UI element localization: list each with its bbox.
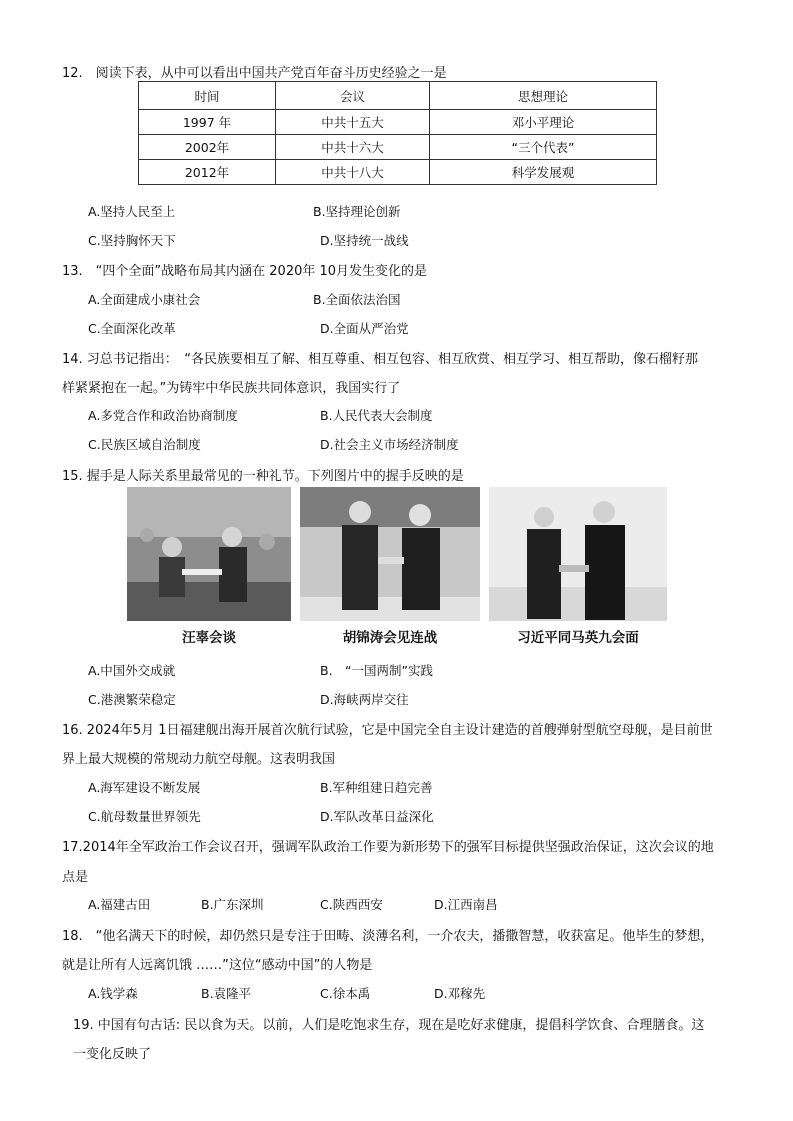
q18-option-b: B.袁隆平 [201,986,252,1001]
q17-option-b: B.广东深圳 [201,897,264,912]
table-row [139,160,657,185]
photo-hu-lian-meeting [300,487,480,621]
photo-caption: 汪辜会谈 [182,630,236,646]
table-header-cell: 时间 [139,82,276,110]
photo-wang-gu-talks [127,487,291,621]
q13-option-a: A.全面建成小康社会 [88,292,201,307]
q17-stem-line1: 17.2014年全军政治工作会议召开，强调军队政治工作要为新形势下的强军目标提供坚强政治保证，这次会议的地 [62,840,714,855]
q17-option-c: C.陕西西安 [320,897,383,912]
q12-table [138,81,657,185]
table-cell: 2002年 [139,135,276,160]
q17-option-a: A.福建古田 [88,897,151,912]
q19-stem-line2: 一变化反映了 [73,1047,152,1062]
table-cell: 中共十五大 [276,110,430,135]
q15-stem: 15. 握手是人际关系里最常见的一种礼节。下列图片中的握手反映的是 [62,469,464,484]
q14-stem-line2: 样紧紧抱在一起。”为铸牢中华民族共同体意识，我国实行了 [62,381,401,396]
q14-option-d: D.社会主义市场经济制度 [320,437,459,452]
q12-stem: 12. 阅读下表，从中可以看出中国共产党百年奋斗历史经验之一是 [62,66,447,81]
q15-option-c: C.港澳繁荣稳定 [88,692,176,707]
q13-option-c: C.全面深化改革 [88,321,176,336]
table-row [139,110,657,135]
q12-option-b: B.坚持理论创新 [313,204,401,219]
q17-option-d: D.江西南昌 [434,897,498,912]
q16-option-d: D.军队改革日益深化 [320,809,434,824]
table-header-row [139,82,657,110]
table-row [139,135,657,160]
table-cell: 邓小平理论 [430,110,657,135]
q14-stem-line1: 14. 习总书记指出： “各民族要相互了解、相互尊重、相互包容、相互欣赏、相互学习、相互帮助，像石榴籽那 [62,352,699,367]
q16-option-a: A.海军建设不断发展 [88,780,201,795]
q13-option-b: B.全面依法治国 [313,292,401,307]
q14-option-a: A.多党合作和政治协商制度 [88,408,238,423]
q13-option-d: D.全面从严治党 [320,321,409,336]
q12-option-c: C.坚持胸怀天下 [88,233,176,248]
photo-caption: 胡锦涛会见连战 [342,630,438,646]
q18-stem-line1: 18. “他名满天下的时候，却仍然只是专注于田畴、淡薄名利，一介农夫，播撒智慧，收获富足。他毕生的梦想， [62,929,714,944]
q12-option-d: D.坚持统一战线 [320,233,409,248]
q18-option-c: C.徐本禹 [320,986,371,1001]
q14-option-b: B.人民代表大会制度 [320,408,433,423]
table-header-cell: 会议 [276,82,430,110]
q18-option-d: D.邓稼先 [434,986,486,1001]
q17-stem-line2: 点是 [62,870,89,885]
table-cell: 1997 年 [139,110,276,135]
table-cell: 科学发展观 [430,160,657,185]
q19-stem-line1: 19. 中国有句古话: 民以食为天。以前，人们是吃饱求生存，现在是吃好求健康，提倡科学饮食、合理膳食。这 [73,1018,705,1033]
photo-caption: 习近平同马英九会面 [517,630,639,646]
q18-option-a: A.钱学森 [88,986,138,1001]
q15-option-b: B. “一国两制”实践 [320,663,434,678]
table-cell: “三个代表” [430,135,657,160]
q16-stem-line1: 16. 2024年5月 1日福建舰出海开展首次航行试验，它是中国完全自主设计建造的首艘弹射型航空母舰，是目前世 [62,723,713,738]
q16-option-b: B.军种组建日趋完善 [320,780,433,795]
q18-stem-line2: 就是让所有人远离饥饿 ……”这位“感动中国”的人物是 [62,958,373,973]
photo-xi-ma-meeting [489,487,667,621]
q16-option-c: C.航母数量世界领先 [88,809,201,824]
q13-stem: 13. “四个全面”战略布局其内涵在 2020年 10月发生变化的是 [62,264,428,279]
q16-stem-line2: 界上最大规模的常规动力航空母舰。这表明我国 [62,752,336,767]
q15-option-d: D.海峡两岸交往 [320,692,409,707]
q12-option-a: A.坚持人民至上 [88,204,176,219]
table-header-cell: 思想理论 [430,82,657,110]
table-cell: 2012年 [139,160,276,185]
table-cell: 中共十八大 [276,160,430,185]
q15-option-a: A.中国外交成就 [88,663,176,678]
q14-option-c: C.民族区域自治制度 [88,437,201,452]
table-cell: 中共十六大 [276,135,430,160]
